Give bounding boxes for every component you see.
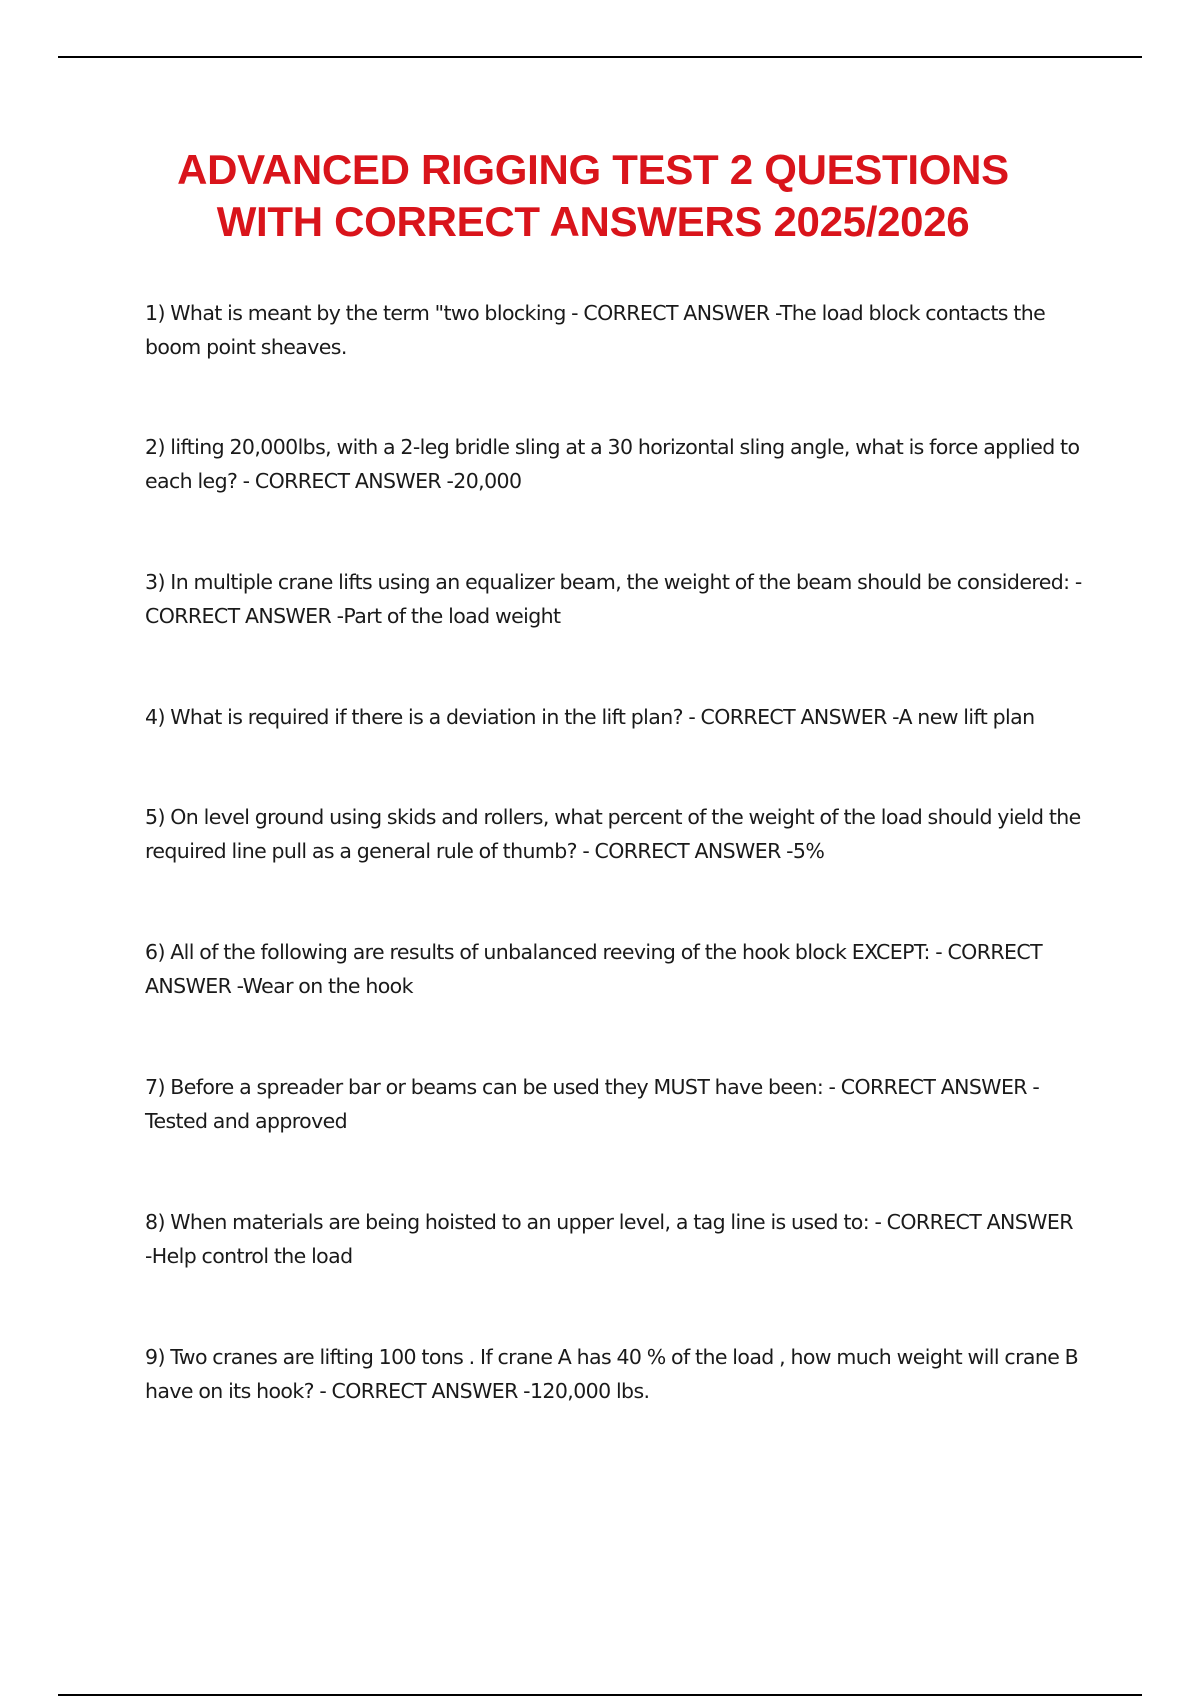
question-5: 5) On level ground using skids and rollers, what percent of the weight of the load should yield the required line pull as a general rule of thumb? - CORRECT ANSWER -5% (145, 805, 1081, 863)
question-1: 1) What is meant by the term "two blocking - CORRECT ANSWER -The load block contacts the boom point sheaves. (145, 301, 1046, 359)
question-7: 7) Before a spreader bar or beams can be used they MUST have been: - CORRECT ANSWER -Tested and approved (145, 1075, 1040, 1133)
top-divider (58, 56, 1142, 58)
question-4: 4) What is required if there is a deviation in the lift plan? - CORRECT ANSWER -A new lift plan (145, 705, 1035, 729)
question-3: 3) In multiple crane lifts using an equalizer beam, the weight of the beam should be considered: - CORRECT ANSWER -Part of the load weight (145, 570, 1082, 628)
title-line-1: ADVANCED RIGGING TEST 2 QUESTIONS (177, 146, 1009, 193)
document-title (100, 144, 1086, 248)
question-9: 9) Two cranes are lifting 100 tons . If crane A has 40 % of the load , how much weight will crane B have on its hook? - CORRECT ANSWER -120,000 lbs. (145, 1345, 1079, 1403)
title-line-2: WITH CORRECT ANSWERS 2025/2026 (216, 198, 970, 245)
bottom-divider (58, 1694, 1142, 1696)
question-6: 6) All of the following are results of unbalanced reeving of the hook block EXCEPT: - CORRECT ANSWER -Wear on the hook (145, 940, 1042, 998)
question-8: 8) When materials are being hoisted to an upper level, a tag line is used to: - CORRECT ANSWER -Help control the load (145, 1210, 1073, 1268)
question-2: 2) lifting 20,000lbs, with a 2-leg bridle sling at a 30 horizontal sling angle, what is force applied to each leg? - CORRECT ANSWER -20,000 (145, 435, 1080, 493)
